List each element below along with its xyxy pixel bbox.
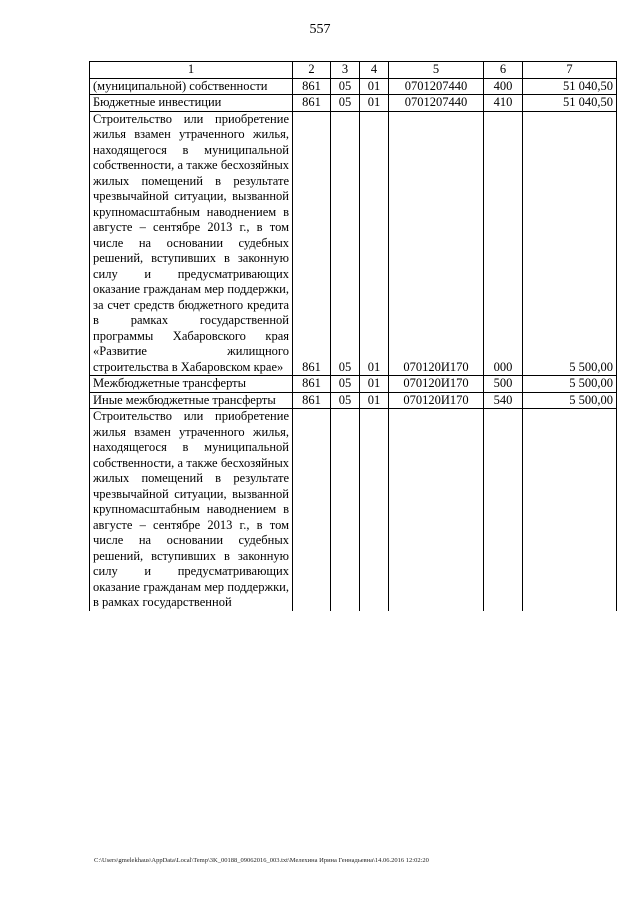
cell-target-code: 0701207440 bbox=[389, 95, 484, 112]
column-header: 6 bbox=[484, 62, 523, 79]
cell-expense-type: 500 bbox=[484, 376, 523, 393]
column-header: 3 bbox=[331, 62, 360, 79]
column-header: 5 bbox=[389, 62, 484, 79]
table-row bbox=[90, 95, 617, 112]
cell-expense-type bbox=[484, 409, 523, 611]
cell-admin-code: 861 bbox=[293, 95, 331, 112]
row-name: (муниципальной) собственности bbox=[90, 78, 293, 95]
cell-section: 05 bbox=[331, 78, 360, 95]
table-row bbox=[90, 409, 617, 611]
cell-amount: 51 040,50 bbox=[523, 78, 617, 95]
row-name: Иные межбюджетные трансферты bbox=[90, 392, 293, 409]
cell-admin-code bbox=[293, 409, 331, 611]
column-header: 1 bbox=[90, 62, 293, 79]
cell-target-code: 0701207440 bbox=[389, 78, 484, 95]
file-path-footer: C:\Users\gmelekhaus\AppData\Local\Temp\3K_00188_09062016_003.txt\Мелехина Ирина Геннадьевна\14.06.2016 12:02:20 bbox=[94, 857, 429, 864]
cell-admin-code: 861 bbox=[293, 392, 331, 409]
cell-expense-type: 540 bbox=[484, 392, 523, 409]
budget-table bbox=[89, 61, 617, 611]
cell-amount: 51 040,50 bbox=[523, 95, 617, 112]
cell-expense-type: 400 bbox=[484, 78, 523, 95]
column-header: 7 bbox=[523, 62, 617, 79]
cell-target-code: 070120И170 bbox=[389, 376, 484, 393]
cell-admin-code: 861 bbox=[293, 111, 331, 376]
cell-expense-type: 000 bbox=[484, 111, 523, 376]
table-header-row bbox=[90, 62, 617, 79]
cell-expense-type: 410 bbox=[484, 95, 523, 112]
cell-section: 05 bbox=[331, 392, 360, 409]
column-header: 4 bbox=[360, 62, 389, 79]
cell-amount bbox=[523, 409, 617, 611]
cell-section: 05 bbox=[331, 95, 360, 112]
column-header: 2 bbox=[293, 62, 331, 79]
table-row bbox=[90, 376, 617, 393]
cell-target-code: 070120И170 bbox=[389, 392, 484, 409]
cell-subsection: 01 bbox=[360, 95, 389, 112]
row-name: Строительство или приобретение жилья взамен утраченного жилья, находящегося в муниципальной собственности, а также бесхозяйных жилых помещений в результате чрезвычайной ситуации, вызванной крупномасштабным наводнением в августе – сентябре 2013 г., в том числе на основании судебных решений, вступивших в законную силу и предусматривающих оказание гражданам мер поддержки, в рамках государственной bbox=[90, 409, 293, 611]
cell-subsection: 01 bbox=[360, 376, 389, 393]
table-row bbox=[90, 78, 617, 95]
row-name: Межбюджетные трансферты bbox=[90, 376, 293, 393]
cell-admin-code: 861 bbox=[293, 376, 331, 393]
cell-subsection bbox=[360, 409, 389, 611]
cell-target-code: 070120И170 bbox=[389, 111, 484, 376]
cell-subsection: 01 bbox=[360, 78, 389, 95]
table-row bbox=[90, 111, 617, 376]
cell-amount: 5 500,00 bbox=[523, 392, 617, 409]
cell-amount: 5 500,00 bbox=[523, 376, 617, 393]
cell-subsection: 01 bbox=[360, 111, 389, 376]
cell-target-code bbox=[389, 409, 484, 611]
cell-section bbox=[331, 409, 360, 611]
cell-amount: 5 500,00 bbox=[523, 111, 617, 376]
table-row bbox=[90, 392, 617, 409]
row-name: Бюджетные инвестиции bbox=[90, 95, 293, 112]
row-name: Строительство или приобретение жилья взамен утраченного жилья, находящегося в муниципальной собственности, а также бесхозяйных жилых помещений в результате чрезвычайной ситуации, вызванной крупномасштабным наводнением в августе – сентябре 2013 г., в том числе на основании судебных решений, вступивших в законную силу и предусматривающих оказание гражданам мер поддержки, за счет средств бюджетного кредита в рамках государственной программы Хабаровского края «Развитие жилищного строительства в Хабаровском крае» bbox=[90, 111, 293, 376]
cell-section: 05 bbox=[331, 376, 360, 393]
cell-section: 05 bbox=[331, 111, 360, 376]
page-number: 557 bbox=[309, 22, 331, 37]
cell-admin-code: 861 bbox=[293, 78, 331, 95]
cell-subsection: 01 bbox=[360, 392, 389, 409]
